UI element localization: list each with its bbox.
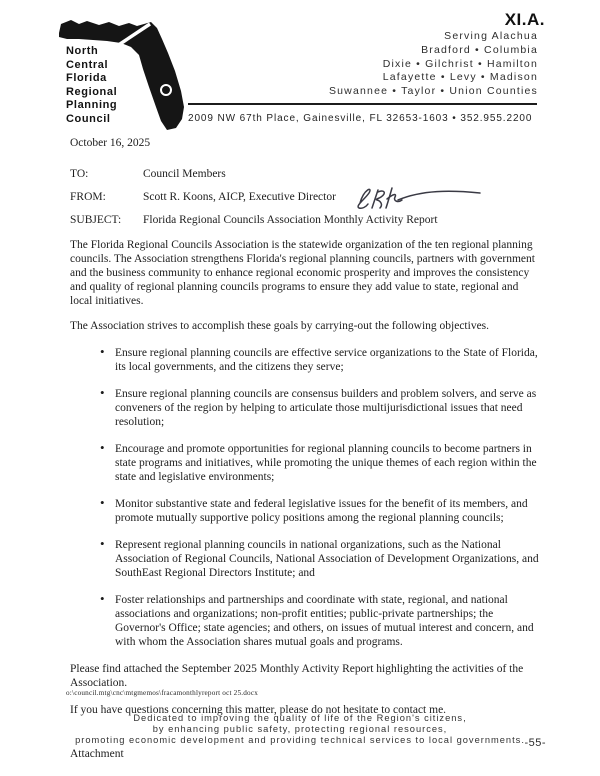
dedication-line: promoting economic development and providing technical services to local governments.	[75, 735, 525, 746]
serving-line: Suwannee • Taylor • Union Counties	[328, 85, 538, 98]
from-value: Scott R. Koons, AICP, Executive Director	[143, 191, 336, 203]
council-logo-name	[66, 45, 117, 127]
document-file-path: o:\council.mtg\cnc\mtgmemos\fracamonthlyreport oct 25.docx	[66, 689, 259, 697]
logo-line: North	[66, 45, 99, 57]
closing-paragraph-1: Please find attached the September 2025 Monthly Activity Report highlighting the activities of the Association.	[70, 663, 524, 689]
to-value: Council Members	[143, 168, 226, 180]
serving-line: Lafayette • Levy • Madison	[382, 71, 538, 84]
memo-body	[70, 136, 540, 761]
memo-subject-row	[70, 213, 540, 227]
agenda-item-number: XI.A.	[504, 10, 545, 29]
objectives-list	[70, 346, 540, 649]
subject-label: SUBJECT:	[70, 214, 122, 226]
council-address: 2009 NW 67th Place, Gainesville, FL 32653-1603 • 352.955.2200	[188, 113, 533, 124]
to-label: TO:	[70, 168, 89, 180]
logo-line: Planning	[66, 99, 118, 112]
logo-line: Central	[66, 58, 109, 71]
body-paragraph-2: The Association strives to accomplish these goals by carrying-out the following objectives.	[70, 320, 490, 332]
objective-item: • Encourage and promote opportunities for regional planning councils to become partners in state programs and initiatives, while promoting the unique themes of each region within the state and legislative environments;	[115, 442, 540, 484]
attachment-label: Attachment	[70, 748, 124, 760]
serving-line: Bradford • Columbia	[421, 43, 538, 56]
objective-item: • Represent regional planning councils in national organizations, such as the National Association of Regional Councils, National Association of Development Organizations, and SouthEast Regional Directors Institute; and	[115, 538, 540, 580]
objective-item: • Ensure regional planning councils are effective service organizations to the State of Florida, its local governments, and the citizens they serve;	[115, 346, 540, 374]
body-paragraph-1: The Florida Regional Councils Association is the statewide organization of the ten regional planning councils. The Association strengthens Florida's regional planning councils, partners with government and the business community to enhance regional economic prosperity and improves the consistency and quality of regional planning councils programs to ensure they add value to state, regional and local initiatives.	[70, 239, 535, 307]
memo-date: October 16, 2025	[70, 137, 151, 149]
memo-to-row	[70, 167, 540, 181]
objective-item: • Monitor substantive state and federal legislative issues for the benefit of its members, and promote mutually supportive policy positions among the regional planning councils;	[115, 497, 540, 525]
memo-from-row	[70, 190, 540, 204]
dedication-line: by enhancing public safety, protecting regional resources,	[152, 724, 448, 735]
from-label: FROM:	[70, 191, 106, 203]
dedication-statement	[0, 713, 600, 747]
logo-line: Regional	[66, 85, 118, 98]
letterhead-divider	[188, 103, 537, 105]
serving-line: Serving Alachua	[444, 30, 538, 42]
serving-line: Dixie • Gilchrist • Hamilton	[382, 57, 538, 70]
serving-counties-list	[329, 30, 538, 99]
logo-line: Council	[66, 112, 111, 125]
dedication-line: Dedicated to improving the quality of life of the Region's citizens,	[133, 713, 467, 723]
logo-line: Florida	[66, 72, 107, 85]
subject-value: Florida Regional Councils Association Monthly Activity Report	[143, 214, 438, 226]
objective-item: • Foster relationships and partnerships and coordinate with state, regional, and national associations and organizations; non-profit entities; public-private partnerships; the Governor's Office; state agencies; and others, on issues of mutual interest and concern, and with whom the Association shares mutual goals and programs.	[115, 593, 540, 649]
objective-item: • Ensure regional planning councils are consensus builders and problem solvers, and serve as conveners of the region by helping to articulate those multijurisdictional issues that need resolution;	[115, 387, 540, 429]
council-logo	[56, 12, 194, 136]
closing-paragraph-2: If you have questions concerning this matter, please do not hesitate to contact me.	[70, 704, 447, 716]
page-number: -55-	[524, 737, 546, 749]
